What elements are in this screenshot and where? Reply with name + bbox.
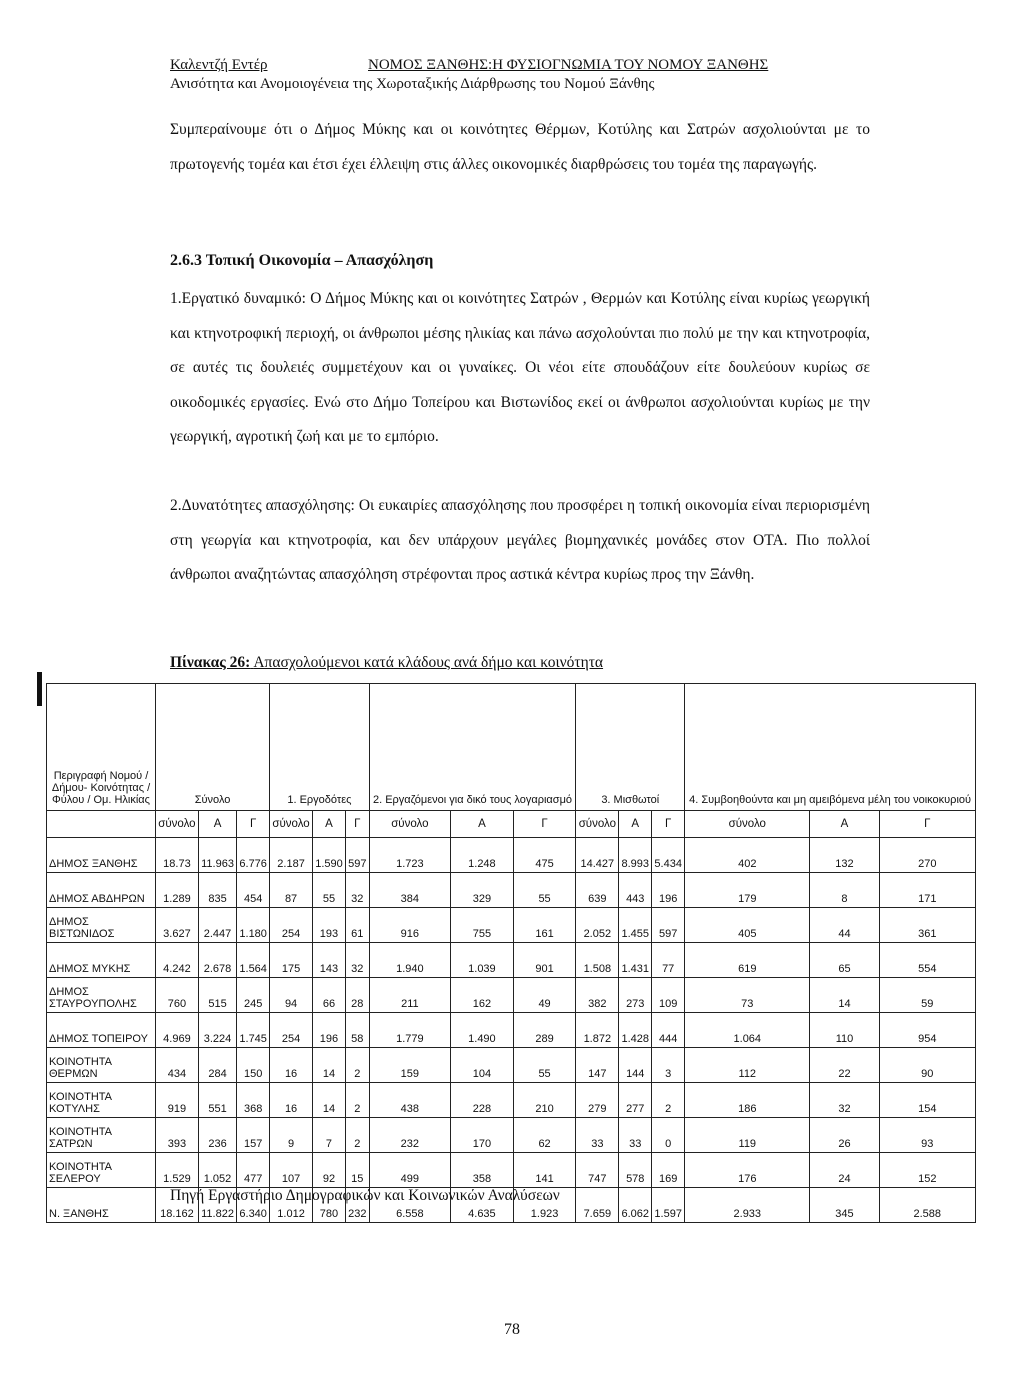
paragraph-1-text: Συμπεραίνουμε ότι ο Δήμος Μύκης και οι κοινότητες Θέρμων, Κοτύλης και Σατρών ασχολιούνται με το πρωτογενής τομέα και έτσι έχει έλλειψη στις άλλες οικονομικές διαρθρώσεις του τομέα της παραγωγής. <box>170 121 870 173</box>
table-cell: 179 <box>685 873 810 908</box>
table-cell: 16 <box>270 1083 313 1118</box>
table-cell: 62 <box>513 1118 576 1153</box>
table-cell: 597 <box>652 908 685 943</box>
table-cell: 90 <box>879 1048 975 1083</box>
scan-edge-mark <box>37 672 42 706</box>
table-cell: 193 <box>313 908 346 943</box>
table-cell: 273 <box>619 978 652 1013</box>
row-label: ΔΗΜΟΣ ΑΒΔΗΡΩΝ <box>47 873 156 908</box>
table-cell: 58 <box>345 1013 369 1048</box>
table-cell: 143 <box>313 943 346 978</box>
row-label: ΚΟΙΝΟΤΗΤΑ ΣΕΛΕΡΟΥ <box>47 1153 156 1188</box>
table-cell: 639 <box>576 873 619 908</box>
table-cell: 32 <box>810 1083 879 1118</box>
table-cell: 55 <box>513 1048 576 1083</box>
table-cell: 382 <box>576 978 619 1013</box>
page-header <box>170 56 870 94</box>
table-cell: 245 <box>237 978 270 1013</box>
table-cell: 1.597 <box>652 1188 685 1223</box>
table-cell: 1.590 <box>313 838 346 873</box>
table-cell: 186 <box>685 1083 810 1118</box>
group-header-family-helpers: 4. Συμβοηθούντα και μη αμειβόμενα μέλη του νοικοκυριού <box>685 684 976 811</box>
subheader-cell: Α <box>451 811 514 838</box>
table-cell: 254 <box>270 1013 313 1048</box>
table-cell: 32 <box>345 943 369 978</box>
table-cell: 11.822 <box>198 1188 236 1223</box>
table-cell: 368 <box>237 1083 270 1118</box>
table-cell: 154 <box>879 1083 975 1118</box>
table-cell: 14 <box>313 1048 346 1083</box>
table-cell: 210 <box>513 1083 576 1118</box>
table-cell: 1.248 <box>451 838 514 873</box>
table-cell: 454 <box>237 873 270 908</box>
table-cell: 405 <box>685 908 810 943</box>
table-cell: 32 <box>345 873 369 908</box>
table-cell: 144 <box>619 1048 652 1083</box>
table-cell: 443 <box>619 873 652 908</box>
table-cell: 0 <box>652 1118 685 1153</box>
table-cell: 1.490 <box>451 1013 514 1048</box>
table-cell: 141 <box>513 1153 576 1188</box>
table-row <box>47 908 976 943</box>
table-cell: 2.187 <box>270 838 313 873</box>
table-cell: 2.447 <box>198 908 236 943</box>
page-number: 78 <box>504 1321 520 1338</box>
table-cell: 329 <box>451 873 514 908</box>
table-cell: 901 <box>513 943 576 978</box>
table-cell: 551 <box>198 1083 236 1118</box>
table-cell: 132 <box>810 838 879 873</box>
table-cell: 66 <box>313 978 346 1013</box>
table-cell: 1.564 <box>237 943 270 978</box>
table-cell: 1.064 <box>685 1013 810 1048</box>
table-cell: 94 <box>270 978 313 1013</box>
table-cell: 1.940 <box>369 943 450 978</box>
group-header-employers: 1. Εργοδότες <box>270 684 369 811</box>
table-cell: 22 <box>810 1048 879 1083</box>
subheader-cell: Γ <box>879 811 975 838</box>
table-cell: 1.872 <box>576 1013 619 1048</box>
table-row <box>47 1048 976 1083</box>
table-cell: 1.529 <box>156 1153 199 1188</box>
paragraph-3 <box>170 489 870 593</box>
table-cell: 236 <box>198 1118 236 1153</box>
table-cell: 3.224 <box>198 1013 236 1048</box>
table-cell: 7 <box>313 1118 346 1153</box>
table-cell: 402 <box>685 838 810 873</box>
subheader-cell: Α <box>619 811 652 838</box>
table-subheader-row <box>47 811 976 838</box>
table-cell: 1.923 <box>513 1188 576 1223</box>
header-subtitle: Ανισότητα και Ανομοιογένεια της Χωροταξικής Διάρθρωσης του Νομού Ξάνθης <box>170 76 655 92</box>
table-cell: 157 <box>237 1118 270 1153</box>
group-header-total: Σύνολο <box>156 684 270 811</box>
table-cell: 92 <box>313 1153 346 1188</box>
table-cell: 26 <box>810 1118 879 1153</box>
table-cell: 59 <box>879 978 975 1013</box>
subheader-cell: Α <box>198 811 236 838</box>
table-row <box>47 1083 976 1118</box>
table-cell: 14 <box>810 978 879 1013</box>
table-cell: 15 <box>345 1153 369 1188</box>
table-header-row <box>47 684 976 811</box>
table-cell: 393 <box>156 1118 199 1153</box>
table-cell: 1.289 <box>156 873 199 908</box>
table-cell: 1.180 <box>237 908 270 943</box>
header-author: Καλεντζή Εντέρ <box>170 57 268 73</box>
table-cell: 159 <box>369 1048 450 1083</box>
table-cell: 434 <box>156 1048 199 1083</box>
table-cell: 3.627 <box>156 908 199 943</box>
subheader-cell: σύνολο <box>270 811 313 838</box>
table-cell: 4.242 <box>156 943 199 978</box>
row-label: ΔΗΜΟΣ ΣΤΑΥΡΟΥΠΟΛΗΣ <box>47 978 156 1013</box>
table-cell: 4.969 <box>156 1013 199 1048</box>
subheader-cell: σύνολο <box>685 811 810 838</box>
table-cell: 916 <box>369 908 450 943</box>
table-row <box>47 978 976 1013</box>
row-label: ΔΗΜΟΣ ΒΙΣΤΩΝΙΔΟΣ <box>47 908 156 943</box>
table-cell: 228 <box>451 1083 514 1118</box>
table-cell: 232 <box>369 1118 450 1153</box>
table-cell: 1.745 <box>237 1013 270 1048</box>
table-cell: 169 <box>652 1153 685 1188</box>
table-cell: 477 <box>237 1153 270 1188</box>
table-cell: 755 <box>451 908 514 943</box>
table-cell: 475 <box>513 838 576 873</box>
table-cell: 33 <box>619 1118 652 1153</box>
table-cell: 18.73 <box>156 838 199 873</box>
subheader-cell: Γ <box>345 811 369 838</box>
table-cell: 760 <box>156 978 199 1013</box>
table-cell: 438 <box>369 1083 450 1118</box>
table-cell: 8 <box>810 873 879 908</box>
table-cell: 2 <box>345 1048 369 1083</box>
table-row <box>47 943 976 978</box>
table-cell: 6.062 <box>619 1188 652 1223</box>
table-cell: 18.162 <box>156 1188 199 1223</box>
table-cell: 55 <box>313 873 346 908</box>
table-source: Πηγή Εργαστήριο Δημογραφικών και Κοινωνικών Αναλύσεων <box>170 1187 560 1204</box>
table-cell: 61 <box>345 908 369 943</box>
table-cell: 73 <box>685 978 810 1013</box>
table-cell: 2 <box>345 1118 369 1153</box>
table-cell: 2 <box>652 1083 685 1118</box>
table-cell: 6.558 <box>369 1188 450 1223</box>
section-title: 2.6.3 Τοπική Οικονομία – Απασχόληση <box>170 252 434 269</box>
table-cell: 8.993 <box>619 838 652 873</box>
table-cell: 110 <box>810 1013 879 1048</box>
table-cell: 176 <box>685 1153 810 1188</box>
table-cell: 345 <box>810 1188 879 1223</box>
table-cell: 171 <box>879 873 975 908</box>
desc-header: Περιγραφή Νομού / Δήμου- Κοινότητας / Φύλου / Ομ. Ηλικίας <box>47 684 156 811</box>
paragraph-2 <box>170 282 870 455</box>
subheader-cell: σύνολο <box>156 811 199 838</box>
row-label: ΚΟΙΝΟΤΗΤΑ ΣΑΤΡΩΝ <box>47 1118 156 1153</box>
table-cell: 1.012 <box>270 1188 313 1223</box>
table-cell: 150 <box>237 1048 270 1083</box>
row-label: ΔΗΜΟΣ ΤΟΠΕΙΡΟΥ <box>47 1013 156 1048</box>
table-cell: 1.052 <box>198 1153 236 1188</box>
table-cell: 384 <box>369 873 450 908</box>
table-cell: 279 <box>576 1083 619 1118</box>
table-cell: 28 <box>345 978 369 1013</box>
table-cell: 11.963 <box>198 838 236 873</box>
table-cell: 5.434 <box>652 838 685 873</box>
subheader-cell: Γ <box>513 811 576 838</box>
table-cell: 16 <box>270 1048 313 1083</box>
subheader-cell: σύνολο <box>369 811 450 838</box>
table-cell: 270 <box>879 838 975 873</box>
table-cell: 49 <box>513 978 576 1013</box>
table-cell: 77 <box>652 943 685 978</box>
table-caption-text: Απασχολούμενοι κατά κλάδους ανά δήμο και κοινότητα <box>253 654 604 671</box>
subheader-cell: Γ <box>652 811 685 838</box>
table-cell: 175 <box>270 943 313 978</box>
table-cell: 44 <box>810 908 879 943</box>
paragraph-3-text: 2.Δυνατότητες απασχόλησης: Οι ευκαιρίες απασχόλησης που προσφέρει η τοπική οικονομία είναι περιορισμένη στη γεωργία και κτηνοτροφία, και δεν υπάρχουν μεγάλες βιομηχανικές μονάδες στον ΟΤΑ. Πιο πολλοί άνθρωποι αναζητώντας απασχόληση στρέφονται προς αστικά κέντρα κυρίως προς την Ξάνθη. <box>170 497 870 583</box>
table-cell: 2.678 <box>198 943 236 978</box>
table-cell: 444 <box>652 1013 685 1048</box>
table-cell: 277 <box>619 1083 652 1118</box>
table-cell: 147 <box>576 1048 619 1083</box>
table-cell: 954 <box>879 1013 975 1048</box>
table-cell: 112 <box>685 1048 810 1083</box>
table-cell: 87 <box>270 873 313 908</box>
table-cell: 499 <box>369 1153 450 1188</box>
table-cell: 289 <box>513 1013 576 1048</box>
table-cell: 254 <box>270 908 313 943</box>
table-cell: 7.659 <box>576 1188 619 1223</box>
table-cell: 24 <box>810 1153 879 1188</box>
table-cell: 6.776 <box>237 838 270 873</box>
table-row <box>47 1153 976 1188</box>
table-cell: 919 <box>156 1083 199 1118</box>
row-label: ΚΟΙΝΟΤΗΤΑ ΚΟΤΥΛΗΣ <box>47 1083 156 1118</box>
table-cell: 196 <box>313 1013 346 1048</box>
table-cell: 211 <box>369 978 450 1013</box>
table-cell: 1.779 <box>369 1013 450 1048</box>
row-label: ΔΗΜΟΣ ΞΑΝΘΗΣ <box>47 838 156 873</box>
subheader-cell: σύνολο <box>576 811 619 838</box>
table-cell: 554 <box>879 943 975 978</box>
table-cell: 1.723 <box>369 838 450 873</box>
table-row <box>47 1118 976 1153</box>
paragraph-2-text: 1.Εργατικό δυναμικό: Ο Δήμος Μύκης και οι κοινότητες Σατρών , Θερμών και Κοτύλης είναι κυρίως γεωργική και κτηνοτροφική περιοχή, οι άνθρωποι μέσης ηλικίας και πάνω ασχολούνται πιο πολύ με την και κτηνοτροφία, σε αυτές τις δουλειές συμμετέχουν και οι γυναίκες. Οι νέοι είτε σπουδάζουν είτε δουλεύουν κυρίως σε οικοδομικές εργασίες. Ενώ στο Δήμο Τοπείρου και Βιστωνίδος εκεί οι άνθρωποι ασχολιούνται κυρίως με την γεωργική, αγροτική ζωή και με το εμπόριο. <box>170 290 870 445</box>
table-cell: 361 <box>879 908 975 943</box>
subheader-cell: Α <box>313 811 346 838</box>
subheader-cell: Γ <box>237 811 270 838</box>
table-cell: 780 <box>313 1188 346 1223</box>
employment-table <box>46 683 976 1223</box>
table-cell: 747 <box>576 1153 619 1188</box>
table-cell: 9 <box>270 1118 313 1153</box>
paragraph-1 <box>170 113 870 182</box>
table-cell: 578 <box>619 1153 652 1188</box>
table-cell: 3 <box>652 1048 685 1083</box>
table-cell: 104 <box>451 1048 514 1083</box>
table-cell: 55 <box>513 873 576 908</box>
table-caption-label: Πίνακας 26: <box>170 654 251 671</box>
table-cell: 14.427 <box>576 838 619 873</box>
table-cell: 1.508 <box>576 943 619 978</box>
table-cell: 358 <box>451 1153 514 1188</box>
header-title: ΝΟΜΟΣ ΞΑΝΘΗΣ:Η ΦΥΣΙΟΓΝΩΜΙΑ ΤΟΥ ΝΟΜΟΥ ΞΑΝΘΗΣ <box>368 57 769 73</box>
desc-subheader-blank <box>47 811 156 838</box>
table-cell: 515 <box>198 978 236 1013</box>
group-header-self-employed: 2. Εργαζόμενοι για δικό τους λογαριασμό <box>369 684 576 811</box>
table-cell: 1.431 <box>619 943 652 978</box>
table-cell: 14 <box>313 1083 346 1118</box>
table-cell: 284 <box>198 1048 236 1083</box>
table-cell: 33 <box>576 1118 619 1153</box>
group-header-salaried: 3. Μισθωτοί <box>576 684 685 811</box>
table-cell: 1.039 <box>451 943 514 978</box>
row-label: ΚΟΙΝΟΤΗΤΑ ΘΕΡΜΩΝ <box>47 1048 156 1083</box>
table-cell: 170 <box>451 1118 514 1153</box>
table-cell: 1.428 <box>619 1013 652 1048</box>
table-cell: 232 <box>345 1188 369 1223</box>
table-cell: 196 <box>652 873 685 908</box>
table-row <box>47 873 976 908</box>
table-cell: 162 <box>451 978 514 1013</box>
table-cell: 65 <box>810 943 879 978</box>
table-cell: 597 <box>345 838 369 873</box>
table-cell: 1.455 <box>619 908 652 943</box>
subheader-cell: Α <box>810 811 879 838</box>
table-cell: 2.052 <box>576 908 619 943</box>
table-cell: 2.588 <box>879 1188 975 1223</box>
table-cell: 119 <box>685 1118 810 1153</box>
table-cell: 161 <box>513 908 576 943</box>
row-label: Ν. ΞΑΝΘΗΣ <box>47 1188 156 1223</box>
table-cell: 6.340 <box>237 1188 270 1223</box>
table-cell: 4.635 <box>451 1188 514 1223</box>
table-cell: 2.933 <box>685 1188 810 1223</box>
table-row <box>47 1013 976 1048</box>
table-cell: 107 <box>270 1153 313 1188</box>
table-caption <box>170 654 603 672</box>
table-cell: 152 <box>879 1153 975 1188</box>
table-cell: 93 <box>879 1118 975 1153</box>
table-row <box>47 838 976 873</box>
table-cell: 2 <box>345 1083 369 1118</box>
row-label: ΔΗΜΟΣ ΜΥΚΗΣ <box>47 943 156 978</box>
table-cell: 109 <box>652 978 685 1013</box>
table-cell: 619 <box>685 943 810 978</box>
table-cell: 835 <box>198 873 236 908</box>
